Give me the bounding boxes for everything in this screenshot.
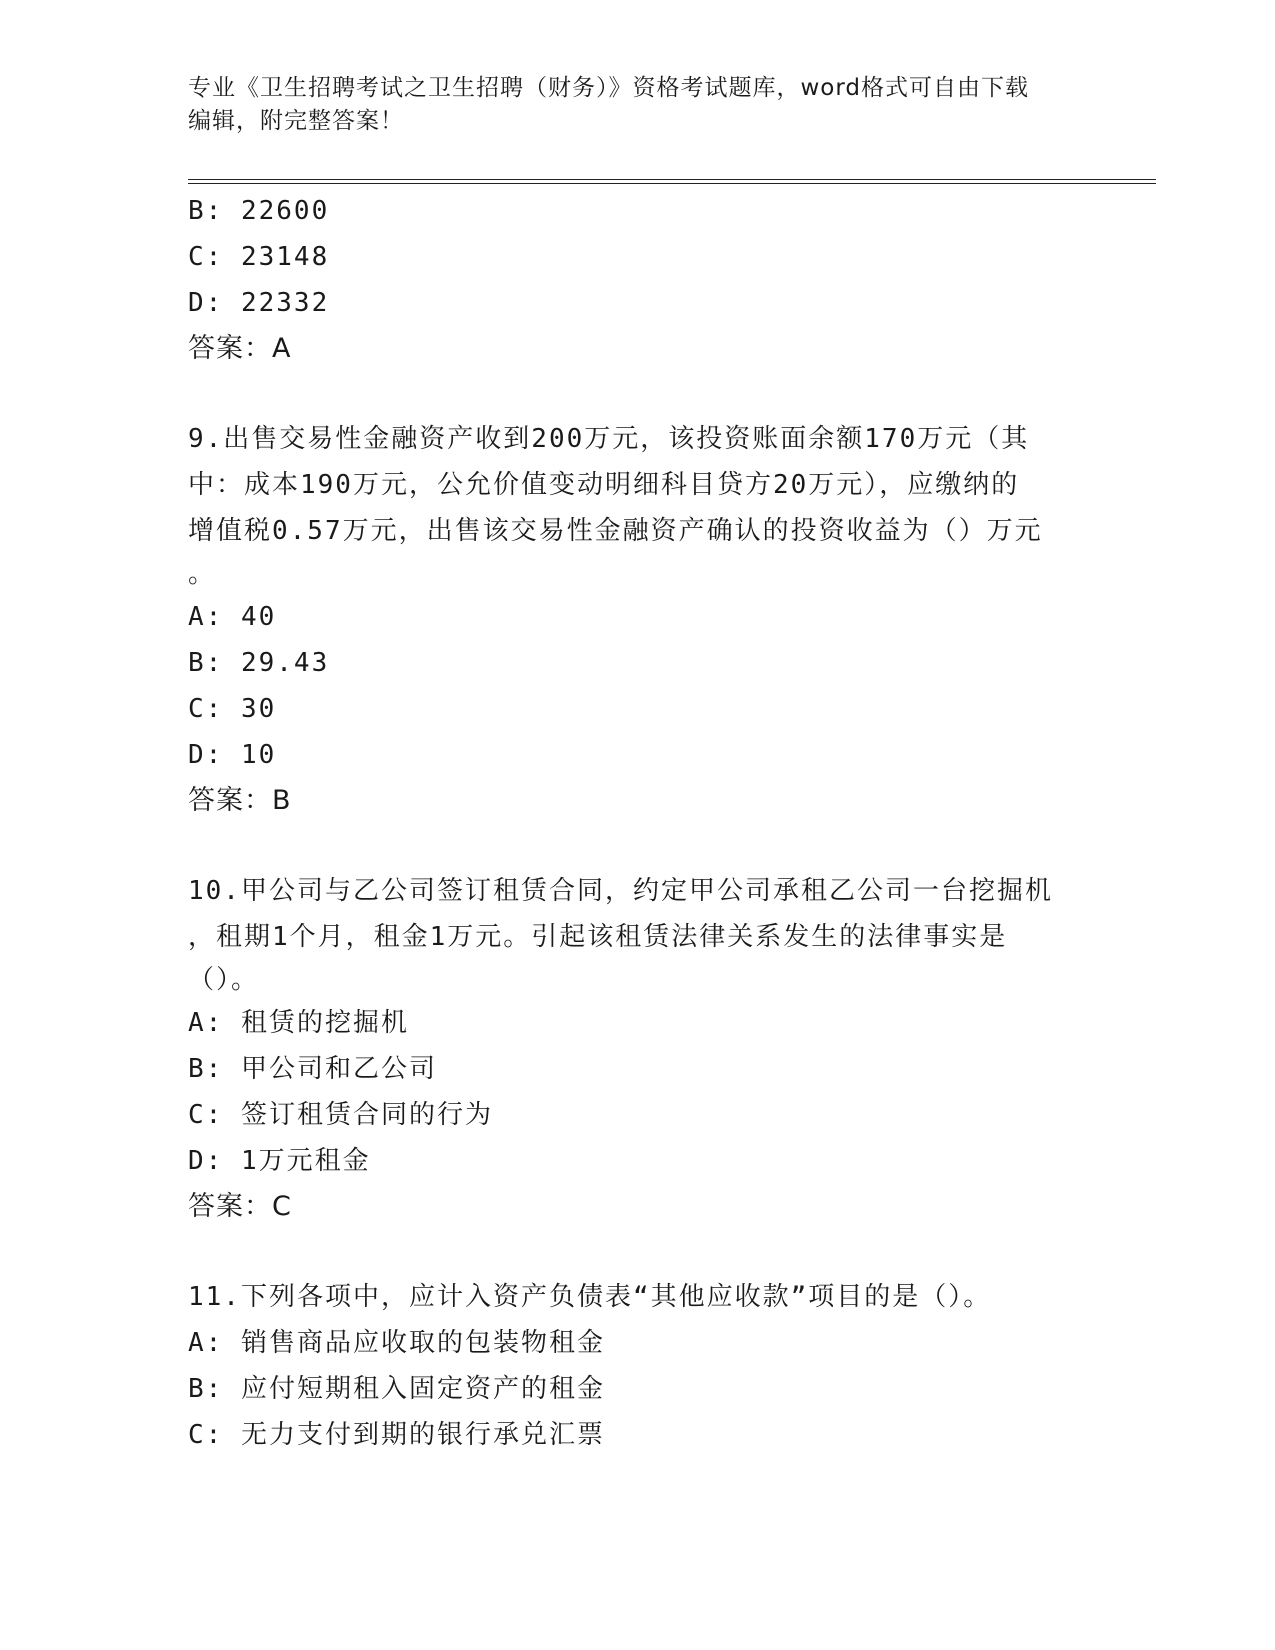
option-d: D: 22332: [188, 288, 330, 318]
option-c: C: 签订租赁合同的行为: [188, 1100, 493, 1130]
option-d: D: 10: [188, 740, 277, 770]
question-8: [188, 188, 1088, 372]
option-b: B: 29.43: [188, 648, 330, 678]
question-list: [188, 188, 1088, 1458]
option-c: C: 30: [188, 694, 277, 724]
question-9: [188, 416, 1088, 824]
stem-line: 10.甲公司与乙公司签订租赁合同，约定甲公司承租乙公司一台挖掘机: [188, 876, 1053, 906]
stem-line: 9.出售交易性金融资产收到200万元，该投资账面余额170万元（其: [188, 424, 1030, 454]
option-b: B: 应付短期租入固定资产的租金: [188, 1374, 605, 1404]
stem-line: 中：成本190万元，公允价值变动明细科目贷方20万元），应缴纳的: [188, 470, 1020, 500]
header-line-1: 专业《卫生招聘考试之卫生招聘（财务）》资格考试题库，word格式可自由下载: [188, 75, 1030, 101]
stem-line: 11.下列各项中，应计入资产负债表“其他应收款”项目的是（）。: [188, 1282, 992, 1312]
option-a: A: 租赁的挖掘机: [188, 1008, 409, 1038]
stem-line: 增值税0.57万元，出售该交易性金融资产确认的投资收益为（）万元: [188, 516, 1043, 546]
option-c: C: 无力支付到期的银行承兑汇票: [188, 1420, 605, 1450]
document-header: [188, 72, 1068, 138]
spacer: [188, 372, 1088, 416]
question-11: [188, 1274, 1088, 1458]
header-line-2: 编辑，附完整答案！: [188, 108, 404, 134]
spacer: [188, 1230, 1088, 1274]
option-b: B: 甲公司和乙公司: [188, 1054, 437, 1084]
question-stem: [188, 1274, 1088, 1320]
question-stem: [188, 868, 1088, 1000]
option-d: D: 1万元租金: [188, 1146, 371, 1176]
answer-line: 答案：B: [188, 785, 292, 816]
stem-line: ，租期1个月，租金1万元。引起该租赁法律关系发生的法律事实是: [188, 922, 1008, 952]
option-a: A: 销售商品应收取的包装物租金: [188, 1328, 605, 1358]
header-divider-top: [188, 179, 1156, 180]
option-b: B: 22600: [188, 196, 330, 226]
header-divider-bottom: [188, 183, 1156, 184]
answer-line: 答案：C: [188, 1191, 292, 1222]
option-a: A: 40: [188, 602, 277, 632]
stem-line: 。: [188, 559, 217, 589]
question-stem: [188, 416, 1088, 594]
question-10: [188, 868, 1088, 1230]
stem-line: （）。: [188, 965, 260, 995]
answer-line: 答案：A: [188, 333, 292, 364]
option-c: C: 23148: [188, 242, 330, 272]
spacer: [188, 824, 1088, 868]
